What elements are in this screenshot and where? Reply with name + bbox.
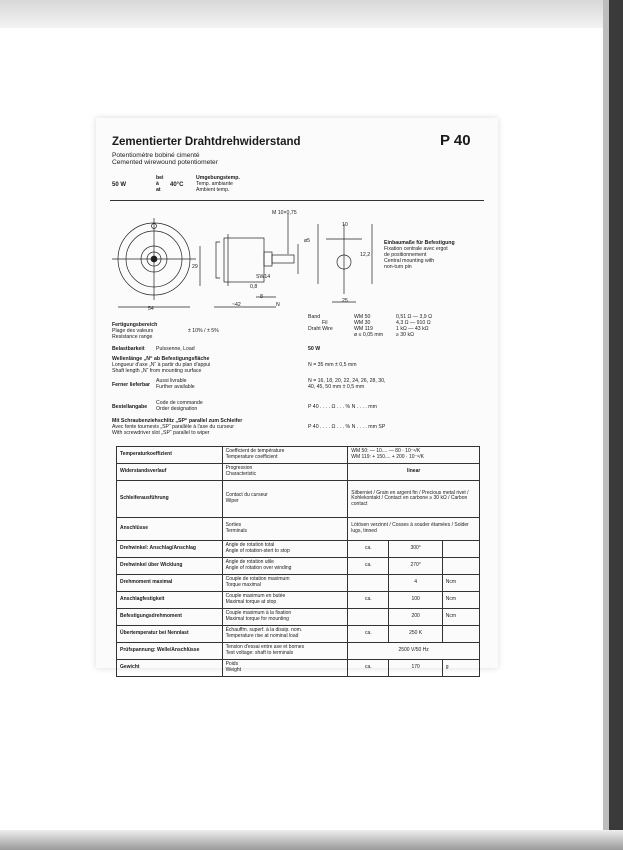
property-desc-fr: Couple maximum en butée bbox=[225, 593, 286, 600]
load-label: Belastbarkeit bbox=[112, 346, 145, 352]
range-wire: WM 119 bbox=[354, 326, 373, 332]
ambient-labels bbox=[196, 175, 240, 193]
property-desc-fr: Échauffm. superf. à la dissip. nom. bbox=[225, 627, 303, 634]
property-name: Befestigungsdrehmoment bbox=[117, 609, 223, 626]
dim-12-2: 12,2 bbox=[360, 252, 371, 258]
property-name: Temperaturkoeffizient bbox=[117, 447, 223, 464]
property-unit: Ncm bbox=[442, 575, 479, 592]
dim-42: ~42 bbox=[232, 302, 241, 308]
further-value-2: 40, 45, 50 mm ± 0,5 mm bbox=[308, 384, 365, 390]
product-title: Zementierter Drahtdrehwiderstand bbox=[112, 136, 301, 148]
property-desc-fr: Poids bbox=[225, 661, 239, 668]
product-code: P 40 bbox=[440, 132, 471, 149]
property-desc-en: Weight bbox=[225, 667, 242, 673]
order-label: Bestellangabe bbox=[112, 404, 148, 410]
further-value-1: N = 16, 18, 20, 22, 24, 26, 28, 30, bbox=[308, 378, 386, 384]
property-desc-fr: Progression bbox=[225, 465, 253, 472]
property-value-2: WM 119: + 150.... + 200 · 10⁻⁶/K bbox=[351, 454, 424, 460]
property-desc bbox=[222, 481, 348, 518]
further-label: Ferner lieferbar bbox=[112, 382, 151, 388]
property-value: 170 bbox=[389, 660, 442, 677]
order-fr: Code de commande bbox=[156, 400, 203, 406]
further-en: Further available bbox=[156, 384, 195, 390]
header-rule bbox=[110, 200, 484, 201]
datasheet-page bbox=[96, 118, 498, 673]
rated-power: 50 W bbox=[112, 182, 127, 188]
range-material: Fil bbox=[322, 320, 328, 326]
property-value: 100 bbox=[389, 592, 442, 609]
ambient-temperature: 40°C bbox=[170, 182, 184, 188]
subtitle-en: Cemented wirewound potentiometer bbox=[112, 159, 218, 167]
property-desc-en: Wiper bbox=[225, 498, 239, 504]
order-value: P 40 . . . . Ω . . . % N . . . . mm bbox=[308, 404, 377, 410]
side-view bbox=[214, 214, 298, 307]
dim-54: 54 bbox=[148, 306, 154, 312]
mounting-title: Einbaumaße für Befestigung bbox=[384, 240, 455, 246]
further-fr: Aussi livrable bbox=[156, 378, 187, 384]
property-value bbox=[348, 447, 480, 464]
property-desc-fr: Sorties bbox=[225, 522, 242, 529]
property-name: Drehwinkel: Anschlag/Anschlag bbox=[117, 541, 223, 558]
dim-0-8: 0,8 bbox=[250, 284, 258, 290]
mounting-fr-2: de positionnement bbox=[384, 252, 427, 258]
range-material: Band bbox=[308, 314, 321, 320]
mounting-en-2: non-turn pin bbox=[384, 264, 412, 270]
range-values: 1 kΩ — 43 kΩ bbox=[396, 326, 429, 332]
property-name: Anschlagfestigkeit bbox=[117, 592, 223, 609]
property-name: Anschlüsse bbox=[117, 518, 223, 541]
order-translations bbox=[156, 400, 203, 412]
property-name: Prüfspannung: Welle/Anschlüsse bbox=[117, 643, 223, 660]
at-en: at bbox=[156, 187, 161, 193]
shaft-label-en: Shaft length „N“ from mounting surface bbox=[112, 368, 202, 374]
property-desc-fr: Couple de rotation maximum bbox=[225, 576, 290, 583]
property-value: 300° bbox=[389, 541, 442, 558]
order-en: Order designation bbox=[156, 406, 198, 412]
property-desc bbox=[222, 558, 348, 575]
property-desc bbox=[222, 626, 348, 643]
ambient-de: Umgebungstemp. bbox=[196, 175, 240, 181]
property-value: 200 bbox=[389, 609, 442, 626]
property-unit: g bbox=[442, 660, 479, 677]
property-desc-en: Angle of rotation over winding bbox=[225, 565, 292, 571]
shaft-value: N = 35 mm ± 0,5 mm bbox=[308, 362, 357, 368]
property-desc-fr: Contact du curseur bbox=[225, 492, 268, 499]
table-row bbox=[117, 481, 480, 518]
property-approx: ca. bbox=[348, 541, 389, 558]
property-desc-en: Maximal torque for mounting bbox=[225, 616, 289, 622]
property-value: 250 K bbox=[389, 626, 442, 643]
property-desc-en: Torque maximal bbox=[225, 582, 261, 588]
range-label-en: Resistance range bbox=[112, 334, 153, 340]
table-row bbox=[117, 592, 480, 609]
property-desc-fr: Couple maximum à la fixation bbox=[225, 610, 292, 617]
table-row bbox=[117, 541, 480, 558]
dim-phi5: ø5 bbox=[304, 238, 311, 244]
subtitle-fr: Potentiomètre bobiné cimenté bbox=[112, 152, 200, 159]
mounting-note bbox=[384, 240, 455, 270]
property-desc bbox=[222, 643, 348, 660]
range-label bbox=[112, 322, 157, 340]
property-value: 2500 V/50 Hz bbox=[348, 643, 480, 660]
property-desc bbox=[222, 447, 348, 464]
property-name: Gewicht bbox=[117, 660, 223, 677]
property-approx: ca. bbox=[348, 558, 389, 575]
range-table bbox=[308, 314, 478, 338]
shaft-label bbox=[112, 356, 210, 374]
property-value: 4 bbox=[389, 575, 442, 592]
load-row bbox=[112, 346, 195, 352]
range-label-fr: Plage des valeurs bbox=[112, 328, 154, 334]
range-row bbox=[308, 332, 478, 338]
property-desc bbox=[222, 541, 348, 558]
property-approx: ca. bbox=[348, 660, 389, 677]
property-desc-en: Temperature rise at nominal load bbox=[225, 633, 299, 639]
property-approx bbox=[348, 575, 389, 592]
property-desc bbox=[222, 609, 348, 626]
range-wire: WM 30 bbox=[354, 320, 371, 326]
property-value: Silberniet / Grain en argent fin / Precious metal rivet / Kohlekontakt / Contact en carbone ≥ 30 kΩ / Carbon contact bbox=[348, 481, 480, 518]
range-values: 4,3 Ω — 910 Ω bbox=[396, 320, 431, 326]
product-subtitles bbox=[112, 152, 218, 167]
range-values: ≥ 30 kΩ bbox=[396, 332, 414, 338]
mounting-view bbox=[318, 224, 372, 302]
mounting-fr-1: Fixation centrale avec ergot bbox=[384, 246, 448, 252]
at-labels bbox=[156, 175, 164, 193]
property-desc-en: Characteristic bbox=[225, 471, 257, 477]
dim-n: N bbox=[276, 302, 280, 308]
property-desc bbox=[222, 575, 348, 592]
slot-label-en: With screwdriver slot „SP“ parallel to wiper bbox=[112, 430, 210, 436]
table-row bbox=[117, 464, 480, 481]
slot-label bbox=[112, 418, 242, 436]
table-row bbox=[117, 626, 480, 643]
tolerance-value: ± 10% / ± 5% bbox=[188, 328, 219, 334]
property-value: Lötösen verzinnt / Cosses à souder étamées / Solder lugs, tinned bbox=[348, 518, 480, 541]
property-desc-fr: Angle de rotation total bbox=[225, 542, 275, 549]
property-desc-fr: Coefficient de température bbox=[225, 448, 285, 455]
property-desc-fr: Angle de rotation utile bbox=[225, 559, 274, 566]
property-unit bbox=[442, 541, 479, 558]
property-approx: ca. bbox=[348, 592, 389, 609]
property-unit bbox=[442, 558, 479, 575]
property-unit: Ncm bbox=[442, 592, 479, 609]
property-approx bbox=[348, 609, 389, 626]
scan-top-shadow bbox=[0, 0, 623, 28]
dim-10: 10 bbox=[342, 222, 348, 228]
shaft-label-de: Wellenlänge „N“ ab Befestigungsfläche bbox=[112, 356, 210, 362]
slot-label-de: Mit Schraubenziehschlitz „SP“ parallel zum Schleifer bbox=[112, 418, 243, 424]
table-row bbox=[117, 558, 480, 575]
property-name: Schleiferausführung bbox=[117, 481, 223, 518]
property-desc-fr: Tension d'essai entre axe et bornes bbox=[225, 644, 305, 651]
further-values bbox=[308, 378, 385, 390]
property-desc bbox=[222, 518, 348, 541]
property-desc-en: Maximal torque at stop bbox=[225, 599, 277, 605]
further-translations bbox=[156, 378, 195, 390]
scan-right-edge bbox=[609, 0, 623, 850]
property-desc bbox=[222, 660, 348, 677]
further-row bbox=[112, 382, 150, 388]
order-row bbox=[112, 404, 147, 410]
table-row bbox=[117, 518, 480, 541]
table-row bbox=[117, 575, 480, 592]
range-wire: ø ≤ 0,05 mm bbox=[354, 332, 384, 338]
front-view bbox=[112, 218, 200, 307]
slot-label-fr: Avec fente tournevis „SP“ parallèle à l'axe du curseur bbox=[112, 424, 234, 430]
property-value-1: WM 50: — 10.... — 80 · 10⁻⁶/K bbox=[351, 448, 421, 455]
property-desc bbox=[222, 592, 348, 609]
range-values: 0,51 Ω — 3,9 Ω bbox=[396, 314, 433, 320]
dim-8: 8 bbox=[260, 294, 263, 300]
property-name: Drehmoment maximal bbox=[117, 575, 223, 592]
property-desc-en: Temperature coefficient bbox=[225, 454, 278, 460]
table-row bbox=[117, 643, 480, 660]
property-name: Übertemperatur bei Nennlast bbox=[117, 626, 223, 643]
table-row bbox=[117, 660, 480, 677]
properties-table bbox=[116, 446, 480, 677]
range-material: Draht Wire bbox=[308, 326, 333, 332]
range-wire: WM 50 bbox=[354, 314, 371, 320]
table-row bbox=[117, 447, 480, 464]
dim-m10: M 10×0,75 bbox=[272, 210, 297, 216]
property-approx: ca. bbox=[348, 626, 389, 643]
ambient-en: Ambient temp. bbox=[196, 187, 230, 193]
load-value: Pulssenne, Load bbox=[156, 346, 195, 352]
property-value: linear bbox=[348, 464, 480, 481]
property-unit: Ncm bbox=[442, 609, 479, 626]
dim-29: 29 bbox=[192, 264, 198, 270]
property-desc-en: Angle of rotation-stert to stop bbox=[225, 548, 290, 554]
dim-sw14: SW14 bbox=[256, 274, 271, 280]
property-desc bbox=[222, 464, 348, 481]
scan-bottom-edge bbox=[0, 830, 623, 850]
slot-value: P 40 . . . . Ω . . . % N . . . . mm SP bbox=[308, 424, 386, 430]
property-name: Drehwinkel über Wicklung bbox=[117, 558, 223, 575]
property-name: Widerstandsverlauf bbox=[117, 464, 223, 481]
technical-drawing bbox=[106, 204, 376, 312]
table-row bbox=[117, 609, 480, 626]
at-de: bei bbox=[156, 175, 164, 181]
range-label-de: Fertigungsbereich bbox=[112, 322, 158, 328]
load-watts: 50 W bbox=[308, 346, 321, 352]
shaft-label-fr: Longueur d'axe „N“ à partir du plan d'appui bbox=[112, 362, 211, 368]
ambient-fr: Temp. ambiante bbox=[196, 181, 233, 187]
property-desc-en: Test voltage: shaft to terminals bbox=[225, 650, 294, 656]
mounting-en-1: Central mounting with bbox=[384, 258, 435, 264]
property-desc-en: Terminals bbox=[225, 528, 247, 534]
at-fr: à bbox=[156, 181, 159, 187]
dim-25: 25 bbox=[342, 298, 348, 304]
property-value: 270° bbox=[389, 558, 442, 575]
property-unit bbox=[442, 626, 479, 643]
